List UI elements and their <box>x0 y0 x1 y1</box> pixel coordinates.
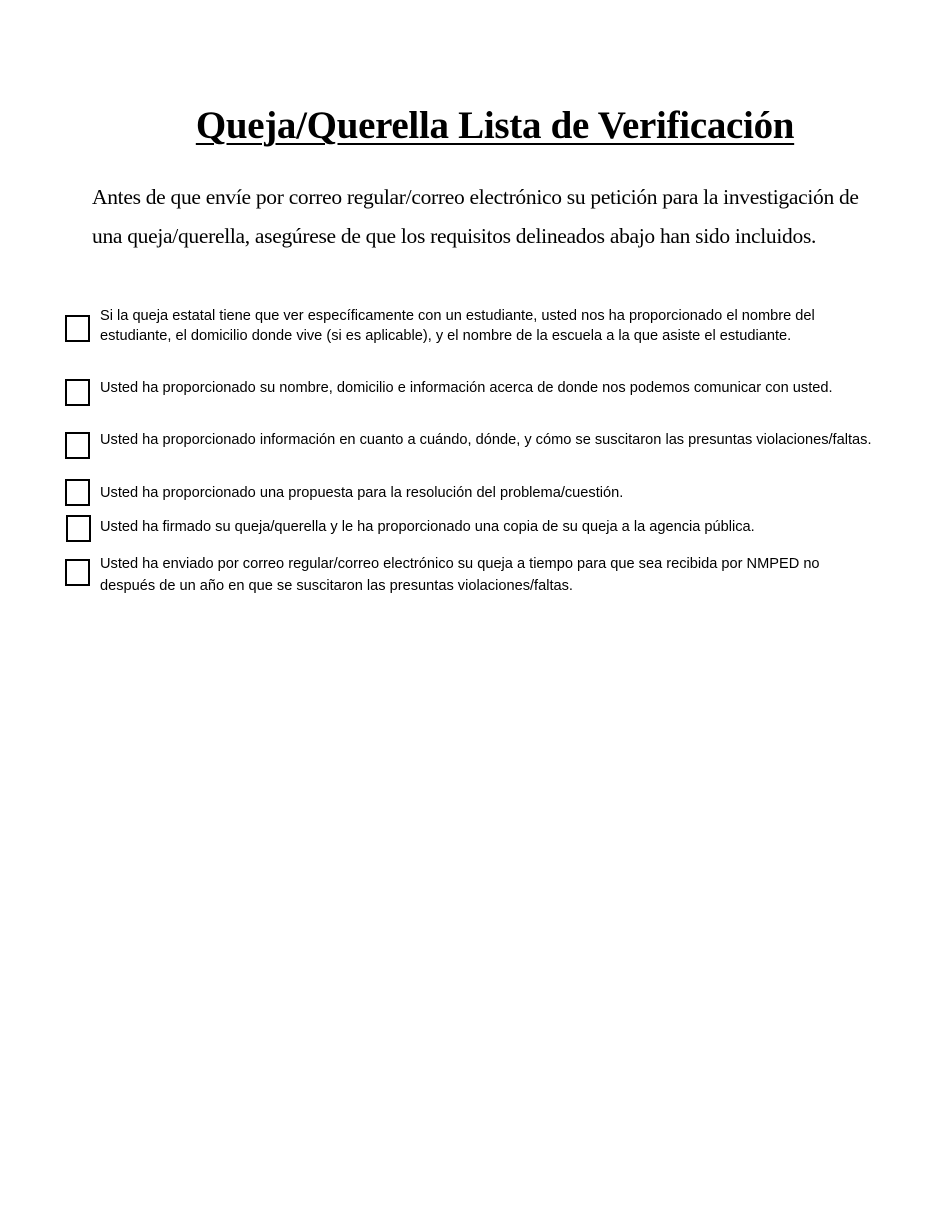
checkbox[interactable] <box>65 379 90 406</box>
checkbox[interactable] <box>65 479 90 506</box>
checkbox[interactable] <box>66 515 91 542</box>
checkbox[interactable] <box>65 432 90 459</box>
checklist-item-text: Usted ha enviado por correo regular/correo electrónico su queja a tiempo para que sea recibida por NMPED no después de un año en que se suscitaron las presuntas violaciones/faltas. <box>100 556 820 594</box>
checklist-item-text: Usted ha proporcionado información en cuanto a cuándo, dónde, y cómo se suscitaron las presuntas violaciones/faltas. <box>100 432 872 448</box>
checklist-item-text: Usted ha proporcionado una propuesta para la resolución del problema/cuestión. <box>100 485 624 501</box>
checklist-item-text: Usted ha firmado su queja/querella y le ha proporcionado una copia de su queja a la agencia pública. <box>100 519 755 535</box>
checklist-item-text: Usted ha proporcionado su nombre, domicilio e información acerca de donde nos podemos comunicar con usted. <box>100 380 833 396</box>
checkbox[interactable] <box>65 315 90 342</box>
checkbox[interactable] <box>65 559 90 586</box>
checklist-item-text: Si la queja estatal tiene que ver específicamente con un estudiante, usted nos ha proporcionado el nombre del estudiante, el domicilio donde vive (si es aplicable), y el nombre de la escuela a la que asiste el estudiante. <box>100 308 815 344</box>
intro-paragraph: Antes de que envíe por correo regular/correo electrónico su petición para la investigación de una queja/querella, asegúrese de que los requisitos delineados abajo han sido incluidos. <box>92 185 859 248</box>
page-title: Queja/Querella Lista de Verificación <box>195 104 795 147</box>
